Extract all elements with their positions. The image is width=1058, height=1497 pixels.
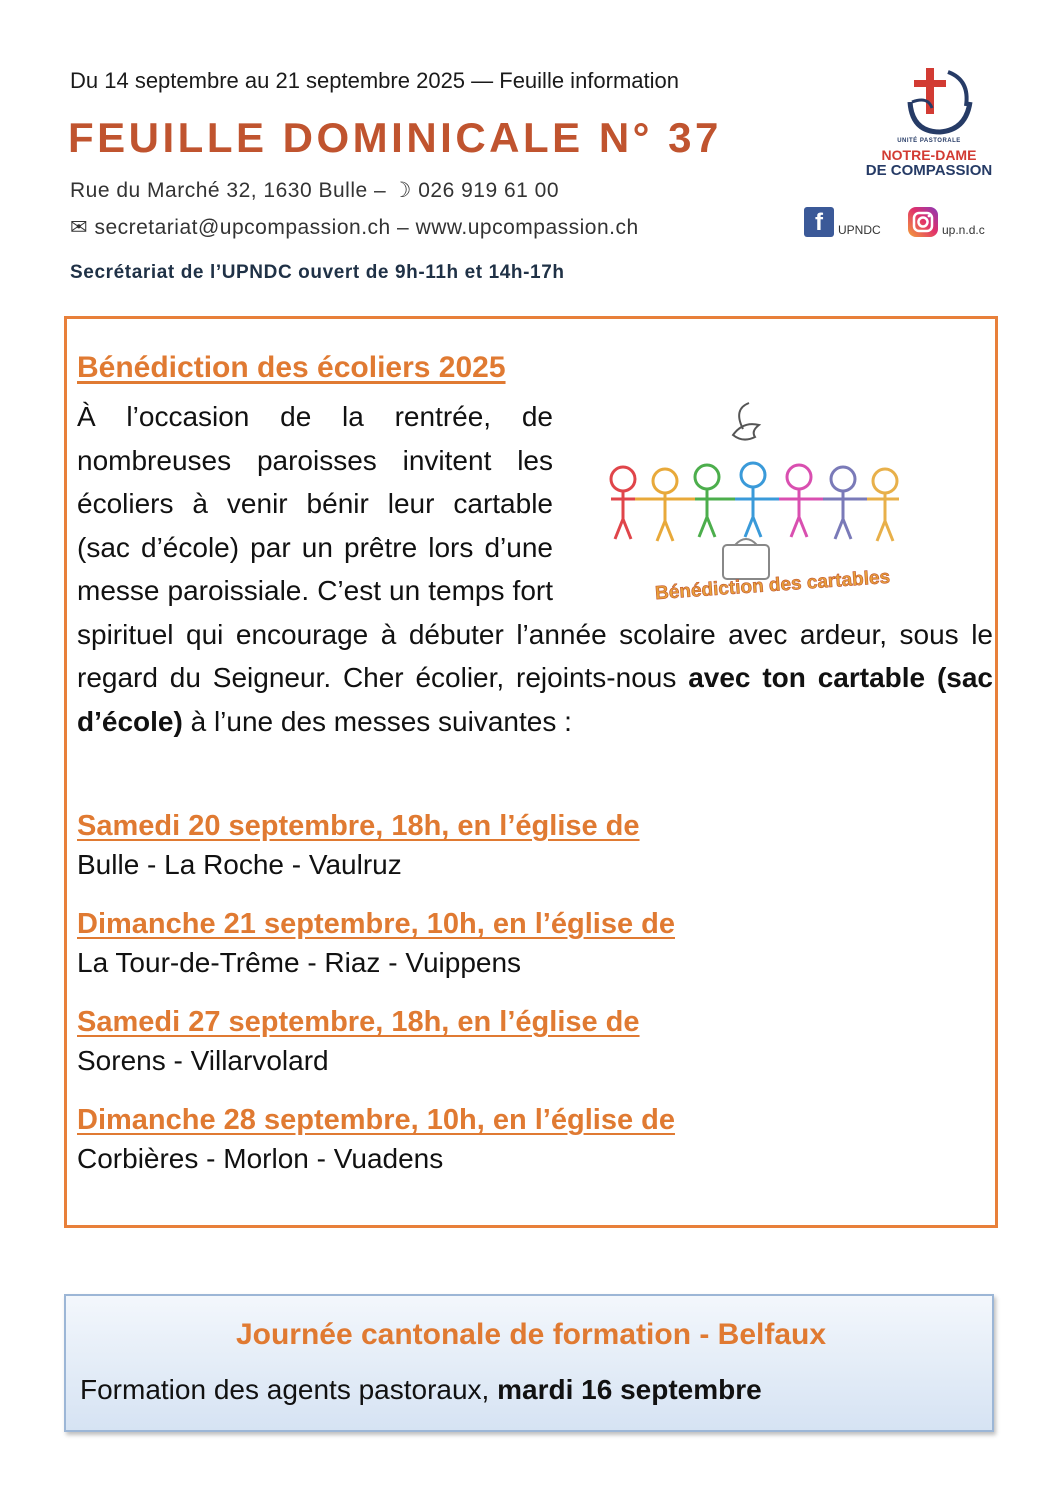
- schedule-places: La Tour-de-Trême - Riaz - Vuippens: [77, 947, 522, 978]
- formation-box: [64, 1294, 994, 1432]
- schedule-places: Sorens - Villarvolard: [77, 1045, 329, 1076]
- schedule-item: [77, 1101, 977, 1179]
- page-title: FEUILLE DOMINICALE N° 37: [68, 114, 722, 161]
- instagram-label[interactable]: up.n.d.c: [942, 223, 985, 237]
- email-and-website[interactable]: secretariat@upcompassion.ch – www.upcompassion.ch: [94, 216, 639, 239]
- schedule-heading: Samedi 20 septembre, 18h, en l’église de: [77, 810, 640, 842]
- mass-schedule: [77, 807, 977, 1199]
- schedule-heading: Samedi 27 septembre, 18h, en l’église de: [77, 1006, 640, 1038]
- article-heading: Bénédiction des écoliers 2025: [77, 351, 506, 384]
- article-box: [64, 316, 998, 1228]
- phone-icon: ☽: [392, 179, 419, 202]
- schedule-heading: Dimanche 28 septembre, 10h, en l’église de: [77, 1104, 675, 1136]
- social-links: [804, 207, 1000, 243]
- schedule-item: [77, 1003, 977, 1081]
- facebook-icon[interactable]: f: [804, 207, 834, 237]
- office-hours: Secrétariat de l’UPNDC ouvert de 9h-11h et 14h-17h: [70, 262, 565, 283]
- article-text-bold: avec ton cartable (sac d’école): [77, 662, 993, 737]
- envelope-icon: ✉: [70, 216, 95, 239]
- instagram-icon[interactable]: [908, 207, 938, 237]
- formation-date: mardi 16 septembre: [497, 1374, 762, 1405]
- parish-logo: [862, 62, 996, 184]
- facebook-label[interactable]: UPNDC: [838, 223, 881, 237]
- illustration-caption: Bénédiction des cartables: [654, 566, 891, 605]
- schedule-item: [77, 905, 977, 983]
- formation-text: [80, 1374, 762, 1406]
- children-illustration: [583, 395, 993, 611]
- article-text: [77, 395, 993, 743]
- article-text-part1: À l’occasion de la rentrée, de nombreuses paroisses invitent les écoliers à venir bénir leur cartable (sac d’école) par un prêtre lors d’une messe paroissiale. C’est un temps fort spirituel qui encourage à débuter l’année scolaire avec ardeur, sous le regard du Seigneur. Cher écolier, rejoints-nous: [77, 401, 993, 693]
- schedule-places: Corbières - Morlon - Vuadens: [77, 1143, 444, 1174]
- contact-line: [70, 215, 639, 240]
- cross-logo-icon: [862, 62, 996, 138]
- logo-name-1: NOTRE-DAME: [881, 147, 977, 163]
- formation-title: Journée cantonale de formation - Belfaux: [235, 1318, 827, 1351]
- schedule-places: Bulle - La Roche - Vaulruz: [77, 849, 402, 880]
- phone-number[interactable]: 026 919 61 00: [418, 179, 560, 202]
- address: Rue du Marché 32, 1630 Bulle –: [70, 179, 393, 202]
- logo-name-2: DE COMPASSION: [865, 162, 993, 179]
- address-line: [70, 178, 559, 203]
- issue-dates: Du 14 septembre au 21 septembre 2025 — Feuille information: [70, 68, 680, 93]
- formation-text-regular: Formation des agents pastoraux,: [80, 1374, 498, 1405]
- schedule-item: [77, 807, 977, 885]
- schedule-heading: Dimanche 21 septembre, 10h, en l’église de: [77, 908, 675, 940]
- logo-subtitle: UNITÉ PASTORALE: [897, 138, 961, 144]
- article-text-part2: à l’une des messes suivantes :: [182, 705, 572, 737]
